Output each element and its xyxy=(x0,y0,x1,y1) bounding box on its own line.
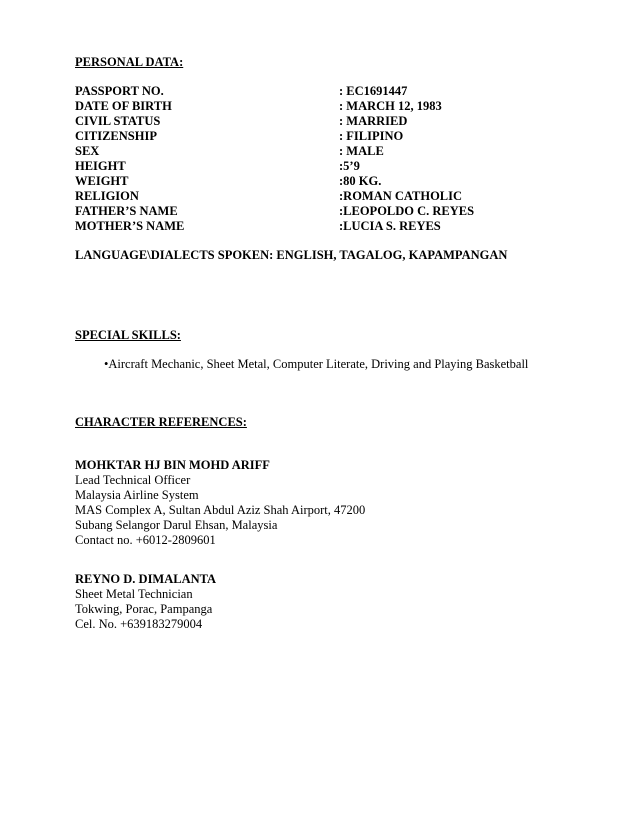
field-label: SEX xyxy=(75,144,100,158)
reference-line: Sheet Metal Technician xyxy=(75,587,193,601)
reference-block xyxy=(75,572,216,632)
character-references-heading: CHARACTER REFERENCES: xyxy=(75,415,247,429)
field-value: : MARRIED xyxy=(339,114,408,128)
field-value: : MALE xyxy=(339,144,384,158)
field-value: :LEOPOLDO C. REYES xyxy=(339,204,475,218)
languages-spoken: LANGUAGE\DIALECTS SPOKEN: ENGLISH, TAGALOG, KAPAMPANGAN xyxy=(75,248,508,262)
reference-line: Subang Selangor Darul Ehsan, Malaysia xyxy=(75,518,278,532)
field-value: :LUCIA S. REYES xyxy=(339,219,441,233)
field-value: :5’9 xyxy=(339,159,360,173)
field-label: FATHER’S NAME xyxy=(75,204,178,218)
reference-block xyxy=(75,458,365,548)
bullet-icon: • xyxy=(104,357,109,371)
field-row-citizenship xyxy=(75,129,595,144)
reference-line: Malaysia Airline System xyxy=(75,488,199,502)
field-row-fathers-name xyxy=(75,204,595,219)
field-label: WEIGHT xyxy=(75,174,129,188)
reference-line: Lead Technical Officer xyxy=(75,473,191,487)
special-skills-heading: SPECIAL SKILLS: xyxy=(75,328,181,342)
field-row-passport xyxy=(75,84,595,99)
reference-line: Cel. No. +639183279004 xyxy=(75,617,203,631)
field-label: CITIZENSHIP xyxy=(75,129,157,143)
field-value: : EC1691447 xyxy=(339,84,408,98)
field-label: HEIGHT xyxy=(75,159,126,173)
field-value: :ROMAN CATHOLIC xyxy=(339,189,463,203)
field-row-height xyxy=(75,159,595,174)
personal-data-heading: PERSONAL DATA: xyxy=(75,55,184,69)
field-row-weight xyxy=(75,174,595,189)
field-label: CIVIL STATUS xyxy=(75,114,161,128)
skills-list-item xyxy=(104,357,528,372)
field-row-sex xyxy=(75,144,595,159)
field-label: RELIGION xyxy=(75,189,139,203)
field-value: : MARCH 12, 1983 xyxy=(339,99,442,113)
field-row-date-of-birth xyxy=(75,99,595,114)
field-row-civil-status xyxy=(75,114,595,129)
field-value: :80 KG. xyxy=(339,174,382,188)
reference-line: Contact no. +6012-2809601 xyxy=(75,533,216,547)
field-label: DATE OF BIRTH xyxy=(75,99,172,113)
field-value: : FILIPINO xyxy=(339,129,404,143)
field-row-religion xyxy=(75,189,595,204)
reference-line: MAS Complex A, Sultan Abdul Aziz Shah Airport, 47200 xyxy=(75,503,366,517)
field-label: MOTHER’S NAME xyxy=(75,219,185,233)
reference-name: REYNO D. DIMALANTA xyxy=(75,572,217,586)
field-row-mothers-name xyxy=(75,219,595,234)
reference-name: MOHKTAR HJ BIN MOHD ARIFF xyxy=(75,458,270,472)
field-label: PASSPORT NO. xyxy=(75,84,164,98)
reference-line: Tokwing, Porac, Pampanga xyxy=(75,602,213,616)
skills-text: Aircraft Mechanic, Sheet Metal, Computer Literate, Driving and Playing Basketball xyxy=(108,357,529,371)
